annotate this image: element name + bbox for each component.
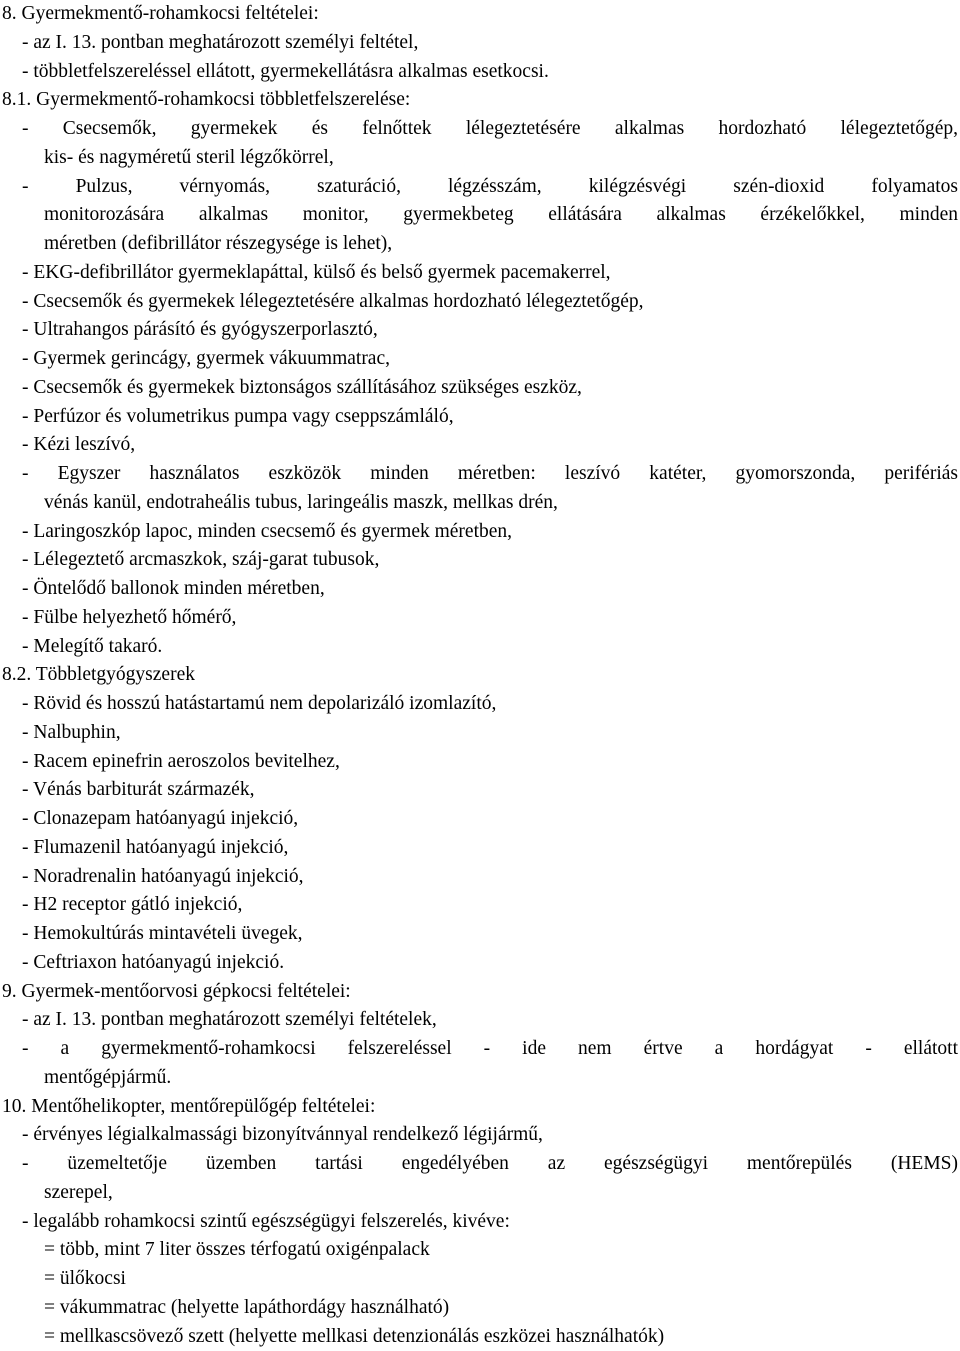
text-line: = több, mint 7 liter összes térfogatú oxigénpalack [44, 1239, 430, 1261]
text-line: - Rövid és hosszú hatástartamú nem depolarizáló izomlazító, [22, 693, 497, 714]
text-line: - Hemokultúrás mintavételi üvegek, [22, 923, 303, 944]
text-line: - Gyermek gerincágy, gyermek vákuummatrac, [22, 348, 390, 369]
text-line: - Laringoszkóp lapoc, minden csecsemő és gyermek méretben, [22, 520, 513, 542]
text-line: - Melegítő takaró. [22, 635, 163, 657]
text-line: 8.1. Gyermekmentő-rohamkocsi többletfelszerelése: [2, 89, 411, 111]
text-line: - Egyszer használatos eszközök minden méretben: leszívó katéter, gyomorszonda, perifériás [22, 463, 958, 484]
text-line: - Lélegeztető arcmaszkok, száj-garat tubusok, [22, 549, 380, 571]
text-line: - Ultrahangos párásító és gyógyszerporlasztó, [22, 319, 378, 341]
text-line: - Kézi leszívó, [22, 434, 136, 456]
text-line: - Perfúzor és volumetrikus pumpa vagy cseppszámláló, [22, 405, 454, 427]
text-line: - Fülbe helyezhető hőmérő, [22, 606, 237, 628]
text-line: - Flumazenil hatóanyagú injekció, [22, 836, 289, 858]
text-line: 8. Gyermekmentő-rohamkocsi feltételei: [2, 3, 319, 24]
text-line: = vákummatrac (helyette lapáthordágy használható) [44, 1296, 450, 1318]
text-line: monitorozására alkalmas monitor, gyermekbeteg ellátására alkalmas érzékelőkkel, minden [44, 204, 958, 226]
text-line: - Csecsemők, gyermekek és felnőttek lélegeztetésére alkalmas hordozható lélegeztetőgép, [22, 118, 958, 139]
text-line: 8.2. Többletgyógyszerek [2, 664, 195, 686]
text-line: - Öntelődő ballonok minden méretben, [22, 578, 325, 599]
text-line: - H2 receptor gátló injekció, [22, 894, 243, 916]
text-line: 9. Gyermek-mentőorvosi gépkocsi feltételei: [2, 980, 351, 1002]
text-line: - Csecsemők és gyermekek lélegeztetésére alkalmas hordozható lélegeztetőgép, [22, 290, 644, 312]
text-line: - Clonazepam hatóanyagú injekció, [22, 808, 299, 829]
text-line: - Pulzus, vérnyomás, szaturáció, légzésszám, kilégzésvégi szén-dioxid folyamatos [22, 175, 958, 197]
text-line: - Nalbuphin, [22, 721, 121, 743]
text-line: = ülőkocsi [44, 1268, 126, 1289]
text-line: - érvényes légialkalmassági bizonyítvánnyal rendelkező légijármű, [22, 1124, 543, 1146]
text-line: méretben (defibrillátor részegysége is lehet), [44, 233, 393, 254]
text-line: - az I. 13. pontban meghatározott személyi feltétel, [22, 31, 419, 53]
text-line: - az I. 13. pontban meghatározott személyi feltételek, [22, 1009, 437, 1031]
text-line: - EKG-defibrillátor gyermeklapáttal, külső és belső gyermek pacemakerrel, [22, 261, 611, 283]
text-line: kis- és nagyméretű steril légzőkörrel, [44, 146, 334, 168]
text-line: = mellkascsövező szett (helyette mellkasi detenzionálás eszközei használhatók) [44, 1325, 665, 1347]
text-line: mentőgépjármű. [44, 1066, 172, 1088]
text-line: - üzemeltetője üzemben tartási engedélyében az egészségügyi mentőrepülés (HEMS) [22, 1153, 958, 1174]
text-line: - többletfelszereléssel ellátott, gyermekellátásra alkalmas esetkocsi. [22, 60, 549, 82]
text-line: - Vénás barbiturát származék, [22, 779, 255, 801]
text-line: - Csecsemők és gyermekek biztonságos szállításához szükséges eszköz, [22, 376, 582, 398]
text-line: vénás kanül, endotraheális tubus, laringeális maszk, mellkas drén, [44, 491, 558, 513]
text-line: - a gyermekmentő-rohamkocsi felszereléssel - ide nem értve a hordágyat - ellátott [22, 1038, 958, 1059]
text-line: 10. Mentőhelikopter, mentőrepülőgép feltételei: [2, 1095, 376, 1117]
text-line: - Racem epinefrin aeroszolos bevitelhez, [22, 750, 340, 772]
text-line: szerepel, [44, 1181, 113, 1203]
text-line: - legalább rohamkocsi szintű egészségügyi felszerelés, kivéve: [22, 1210, 510, 1232]
text-line: - Noradrenalin hatóanyagú injekció, [22, 865, 304, 887]
text-line: - Ceftriaxon hatóanyagú injekció. [22, 951, 285, 973]
